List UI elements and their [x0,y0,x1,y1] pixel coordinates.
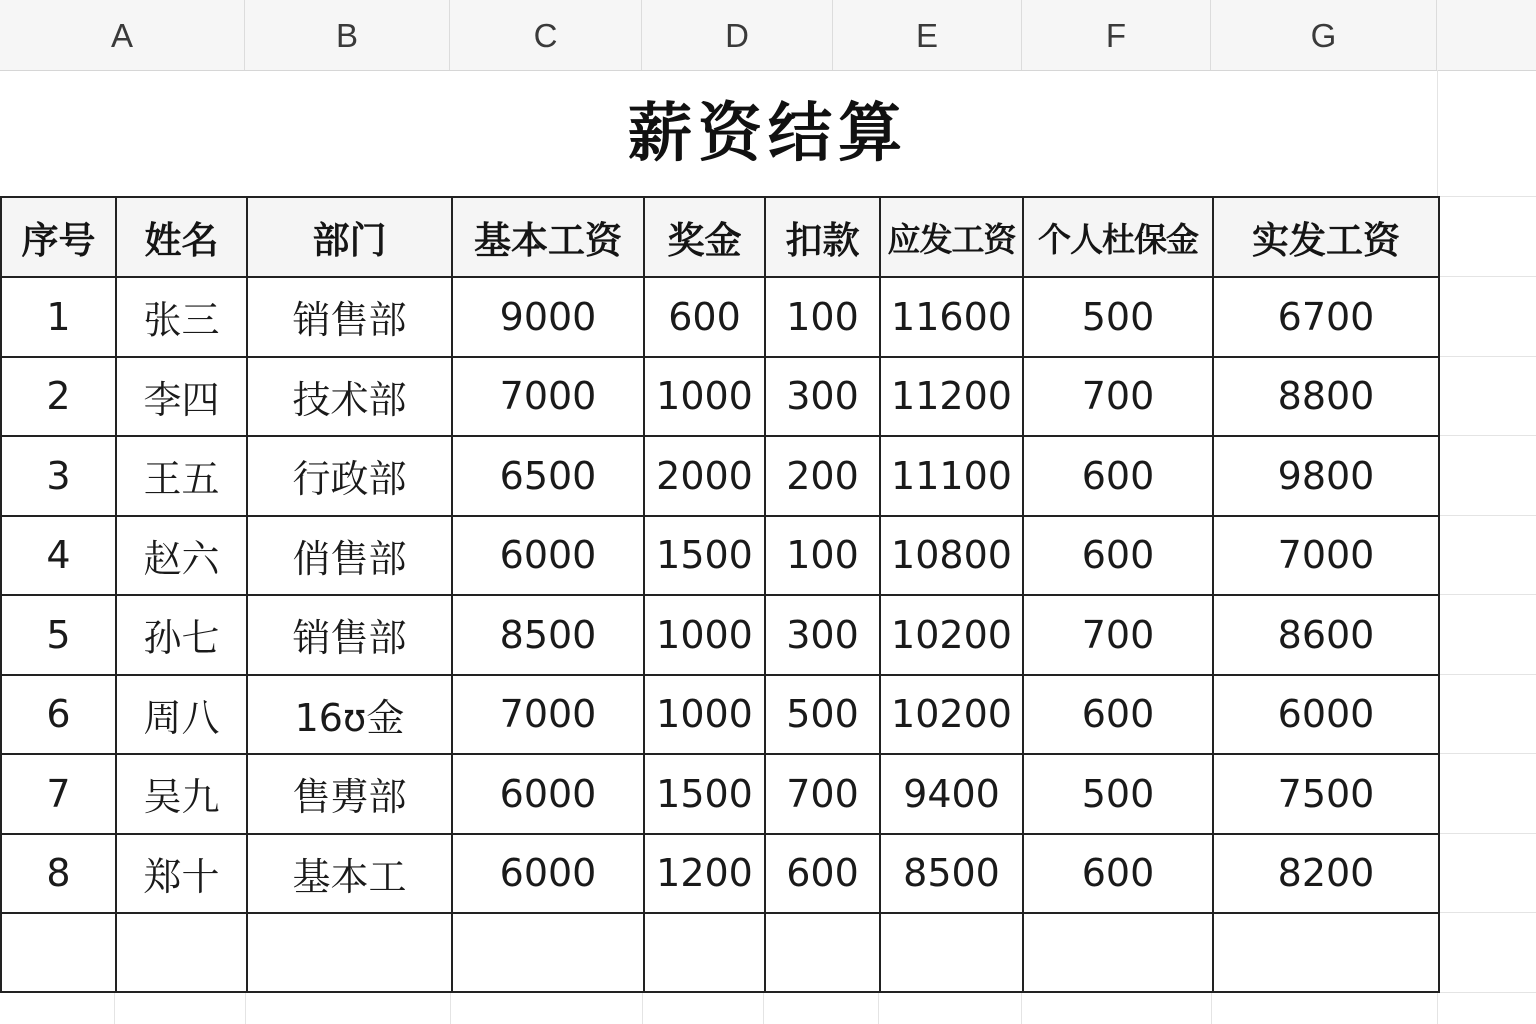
cell-net-pay[interactable]: 6000 [1213,675,1439,755]
header-cell-gross-pay[interactable]: 应发工资 [880,197,1023,277]
grid-line [1437,753,1536,754]
cell-bonus[interactable]: 1000 [644,357,765,437]
cell-deduction[interactable]: 300 [765,595,880,675]
cell-social-security[interactable]: 600 [1023,675,1213,755]
cell-department[interactable]: 销售部 [247,595,452,675]
column-header-f[interactable]: F [1022,0,1211,70]
cell-deduction[interactable]: 200 [765,436,880,516]
cell-empty[interactable] [1023,913,1213,992]
cell-name[interactable]: 赵六 [116,516,247,596]
cell-deduction[interactable]: 300 [765,357,880,437]
cell-base-salary[interactable]: 7000 [452,675,644,755]
cell-gross-pay[interactable]: 11200 [880,357,1023,437]
column-header-b[interactable]: B [245,0,450,70]
cell-deduction[interactable]: 100 [765,516,880,596]
cell-deduction[interactable]: 700 [765,754,880,834]
grid-line [1437,276,1536,277]
column-header-g[interactable]: G [1211,0,1437,70]
table-row [1,754,1439,834]
cell-net-pay[interactable]: 8800 [1213,357,1439,437]
cell-department[interactable]: 售旉部 [247,754,452,834]
cell-deduction[interactable]: 100 [765,277,880,357]
grid-line [642,993,643,1024]
salary-table [0,196,1440,993]
grid-line [114,993,115,1024]
grid-line [1437,515,1536,516]
cell-empty[interactable] [1213,913,1439,992]
cell-deduction[interactable]: 500 [765,675,880,755]
header-cell-deduction[interactable]: 扣款 [765,197,880,277]
header-row [1,197,1439,277]
table-row [1,675,1439,755]
table-row-empty [1,913,1439,992]
table-row [1,595,1439,675]
cell-bonus[interactable]: 1000 [644,675,765,755]
cell-gross-pay[interactable]: 9400 [880,754,1023,834]
grid-line [1437,912,1536,913]
cell-gross-pay[interactable]: 11100 [880,436,1023,516]
header-cell-name[interactable]: 姓名 [116,197,247,277]
cell-department[interactable]: 俏售部 [247,516,452,596]
cell-name[interactable]: 吴九 [116,754,247,834]
grid-line [1021,993,1022,1024]
cell-index[interactable]: 8 [1,834,116,914]
cell-net-pay[interactable]: 7000 [1213,516,1439,596]
cell-empty[interactable] [452,913,644,992]
header-cell-department[interactable]: 部门 [247,197,452,277]
header-cell-bonus[interactable]: 奖金 [644,197,765,277]
table-row [1,516,1439,596]
column-header-extra[interactable] [1437,0,1536,70]
grid-line [1437,594,1536,595]
header-cell-social-security[interactable]: 个人杜保金 [1023,197,1213,277]
grid-line [1437,674,1536,675]
cell-department[interactable]: 技术部 [247,357,452,437]
cell-index[interactable]: 4 [1,516,116,596]
cell-gross-pay[interactable]: 10200 [880,595,1023,675]
cell-empty[interactable] [1,913,116,992]
cell-department[interactable]: 销售部 [247,277,452,357]
cell-social-security[interactable]: 500 [1023,754,1213,834]
table-row [1,357,1439,437]
cell-name[interactable]: 李四 [116,357,247,437]
cell-bonus[interactable]: 1500 [644,754,765,834]
cell-empty[interactable] [765,913,880,992]
cell-index[interactable]: 3 [1,436,116,516]
cell-name[interactable]: 周八 [116,675,247,755]
column-header-d[interactable]: D [642,0,833,70]
cell-net-pay[interactable]: 7500 [1213,754,1439,834]
column-header-a[interactable]: A [0,0,245,70]
cell-index[interactable]: 2 [1,357,116,437]
grid-line [1437,833,1536,834]
grid-line [763,993,764,1024]
cell-social-security[interactable]: 700 [1023,357,1213,437]
grid-line [1211,993,1212,1024]
column-header-bar [0,0,1536,71]
grid-line [878,993,879,1024]
cell-empty[interactable] [247,913,452,992]
cell-bonus[interactable]: 1200 [644,834,765,914]
cell-gross-pay[interactable]: 8500 [880,834,1023,914]
cell-social-security[interactable]: 500 [1023,277,1213,357]
cell-social-security[interactable]: 600 [1023,834,1213,914]
cell-bonus[interactable]: 1500 [644,516,765,596]
cell-deduction[interactable]: 600 [765,834,880,914]
grid-line [1437,196,1536,197]
cell-base-salary[interactable]: 6500 [452,436,644,516]
cell-index[interactable]: 6 [1,675,116,755]
table-row [1,277,1439,357]
cell-net-pay[interactable]: 8200 [1213,834,1439,914]
cell-base-salary[interactable]: 8500 [452,595,644,675]
column-header-e[interactable]: E [833,0,1022,70]
cell-department[interactable]: 16ʊ金 [247,675,452,755]
cell-index[interactable]: 1 [1,277,116,357]
column-header-c[interactable]: C [450,0,642,70]
cell-index[interactable]: 7 [1,754,116,834]
cell-base-salary[interactable]: 7000 [452,357,644,437]
cell-bonus[interactable]: 1000 [644,595,765,675]
cell-social-security[interactable]: 600 [1023,516,1213,596]
grid-line [1437,992,1536,993]
table-row [1,436,1439,516]
cell-index[interactable]: 5 [1,595,116,675]
cell-bonus[interactable]: 600 [644,277,765,357]
cell-name[interactable]: 郑十 [116,834,247,914]
cell-empty[interactable] [644,913,765,992]
cell-net-pay[interactable]: 6700 [1213,277,1439,357]
cell-gross-pay[interactable]: 11600 [880,277,1023,357]
cell-empty[interactable] [880,913,1023,992]
cell-gross-pay[interactable]: 10200 [880,675,1023,755]
cell-name[interactable]: 张三 [116,277,247,357]
cell-gross-pay[interactable]: 10800 [880,516,1023,596]
cell-department[interactable]: 行政部 [247,436,452,516]
sheet-title[interactable]: 薪资结算 [628,97,908,171]
cell-social-security[interactable]: 600 [1023,436,1213,516]
cell-name[interactable]: 孙七 [116,595,247,675]
header-cell-net-pay[interactable]: 实发工资 [1213,197,1439,277]
cell-base-salary[interactable]: 9000 [452,277,644,357]
grid-line [245,993,246,1024]
cell-empty[interactable] [116,913,247,992]
grid-line [450,993,451,1024]
header-cell-base-salary[interactable]: 基本工资 [452,197,644,277]
grid-line [1437,435,1536,436]
cell-net-pay[interactable]: 9800 [1213,436,1439,516]
cell-net-pay[interactable]: 8600 [1213,595,1439,675]
cell-name[interactable]: 王五 [116,436,247,516]
cell-social-security[interactable]: 700 [1023,595,1213,675]
cell-department[interactable]: 基本工 [247,834,452,914]
grid-line [1437,356,1536,357]
table-row [1,834,1439,914]
cell-base-salary[interactable]: 6000 [452,754,644,834]
header-cell-index[interactable]: 序号 [1,197,116,277]
cell-base-salary[interactable]: 6000 [452,834,644,914]
cell-bonus[interactable]: 2000 [644,436,765,516]
cell-base-salary[interactable]: 6000 [452,516,644,596]
